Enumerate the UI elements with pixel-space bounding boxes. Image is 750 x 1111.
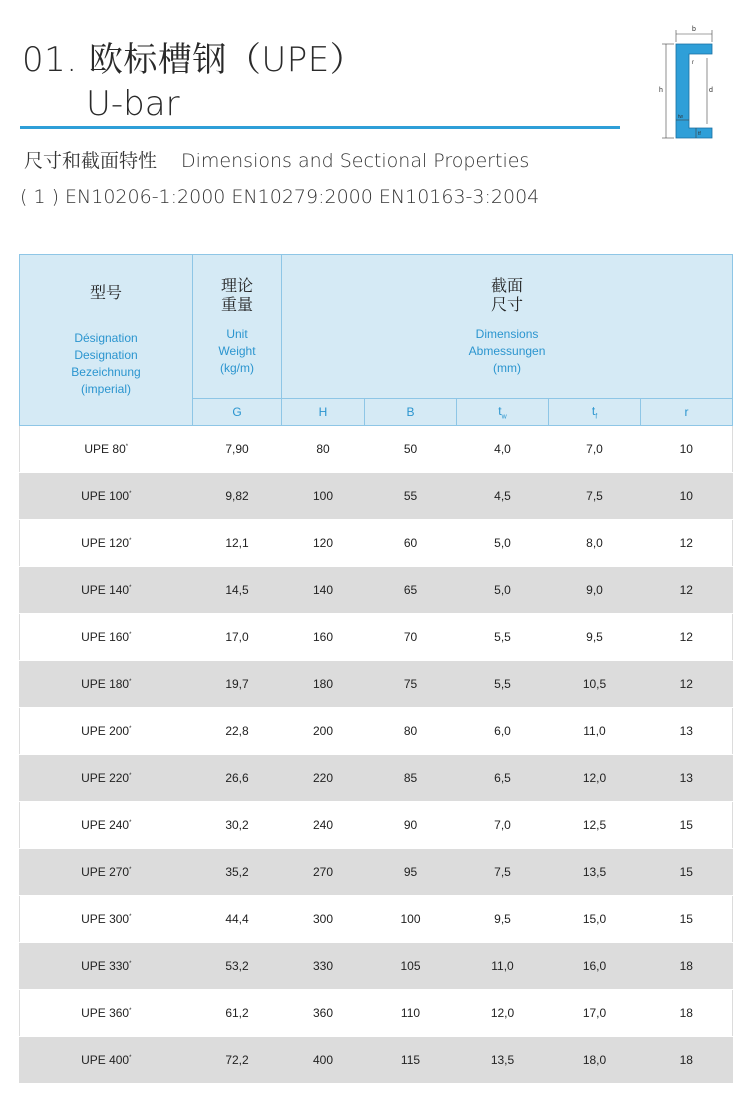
designation-text: UPE 100	[81, 489, 130, 503]
cell-r: 15	[641, 802, 733, 849]
footnote-mark: *	[129, 773, 132, 779]
standards-line: ( 1 ) EN10206-1:2000 EN10279:2000 EN10163-3:2004	[20, 186, 540, 208]
subheader-h: H	[282, 399, 365, 426]
cell-designation	[20, 990, 193, 1037]
cell-tf: 9,5	[549, 614, 641, 661]
u-channel-profile	[676, 44, 712, 138]
cell-designation	[20, 849, 193, 896]
table-header-row	[20, 255, 733, 399]
page-title: 01. 欧标槽钢（UPE）	[22, 40, 365, 80]
diagram-label-tf: tf	[698, 131, 701, 137]
cell-b: 85	[365, 755, 457, 802]
cell-b: 100	[365, 896, 457, 943]
table-row	[20, 614, 733, 661]
cell-r: 10	[641, 426, 733, 473]
cell-h: 300	[282, 896, 365, 943]
table-row	[20, 990, 733, 1037]
subheader-r: r	[641, 399, 733, 426]
cell-tw: 5,0	[457, 520, 549, 567]
cell-designation	[20, 614, 193, 661]
subheader-tf-base: t	[591, 403, 596, 418]
designation-text: UPE 120	[81, 536, 130, 550]
cell-r: 18	[641, 943, 733, 990]
subtitle-cn: 尺寸和截面特性	[24, 150, 158, 172]
cell-tf: 10,5	[549, 661, 641, 708]
designation-en-3: Bezeichnung	[71, 364, 141, 379]
cell-weight: 72,2	[193, 1037, 282, 1084]
cell-h: 330	[282, 943, 365, 990]
table-row	[20, 1037, 733, 1084]
cell-tw: 7,5	[457, 849, 549, 896]
cell-b: 95	[365, 849, 457, 896]
cell-r: 13	[641, 755, 733, 802]
table-row	[20, 567, 733, 614]
designation-text: UPE 300	[81, 912, 130, 926]
cell-tf: 17,0	[549, 990, 641, 1037]
cell-r: 12	[641, 520, 733, 567]
footnote-mark: *	[125, 444, 129, 450]
header-dimensions	[282, 255, 733, 399]
cell-tf: 16,0	[549, 943, 641, 990]
cell-r: 12	[641, 614, 733, 661]
designation-text: UPE 180	[81, 677, 130, 691]
cell-designation	[20, 943, 193, 990]
cell-weight: 17,0	[193, 614, 282, 661]
cell-r: 12	[641, 567, 733, 614]
footnote-mark: *	[129, 914, 132, 920]
cell-h: 220	[282, 755, 365, 802]
cell-r: 12	[641, 661, 733, 708]
table-row	[20, 520, 733, 567]
cell-h: 180	[282, 661, 365, 708]
subheader-tw-base: t	[498, 403, 502, 418]
cell-r: 18	[641, 1037, 733, 1084]
cell-weight: 53,2	[193, 943, 282, 990]
table-row	[20, 802, 733, 849]
dimensions-en-2: Abmessungen	[468, 344, 546, 358]
table-row	[20, 661, 733, 708]
designation-text: UPE 220	[81, 771, 130, 785]
dimensions-cn-1: 截面	[491, 276, 524, 295]
cell-h: 270	[282, 849, 365, 896]
cell-tw: 5,0	[457, 567, 549, 614]
cell-designation	[20, 755, 193, 802]
section-subtitle	[24, 146, 529, 173]
designation-cn: 型号	[89, 282, 122, 302]
cell-tw: 9,5	[457, 896, 549, 943]
footnote-mark: *	[129, 491, 132, 497]
footnote-mark: *	[129, 726, 132, 732]
table-row	[20, 473, 733, 520]
cell-b: 65	[365, 567, 457, 614]
table-row	[20, 426, 733, 473]
table-row	[20, 943, 733, 990]
designation-text: UPE 240	[81, 818, 130, 832]
cell-b: 90	[365, 802, 457, 849]
cell-h: 360	[282, 990, 365, 1037]
table-row	[20, 896, 733, 943]
cell-tw: 6,0	[457, 708, 549, 755]
cell-tf: 11,0	[549, 708, 641, 755]
cell-tw: 11,0	[457, 943, 549, 990]
designation-en-4: (imperial)	[80, 381, 131, 396]
page-title-english: U-bar	[86, 84, 180, 124]
cell-designation	[20, 473, 193, 520]
cell-h: 140	[282, 567, 365, 614]
cell-b: 75	[365, 661, 457, 708]
table-row	[20, 755, 733, 802]
diagram-label-h: h	[659, 87, 663, 94]
subtitle-en: Dimensions and Sectional Properties	[181, 150, 530, 172]
cell-h: 80	[282, 426, 365, 473]
cell-weight: 12,1	[193, 520, 282, 567]
cell-h: 100	[282, 473, 365, 520]
unit-weight-cn-2: 重量	[220, 295, 253, 314]
designation-text: UPE 270	[81, 865, 130, 879]
footnote-mark: *	[129, 679, 132, 685]
title-divider	[20, 126, 620, 129]
cell-tw: 13,5	[457, 1037, 549, 1084]
unit-weight-en-2: Weight	[218, 344, 256, 358]
cell-b: 70	[365, 614, 457, 661]
cell-weight: 44,4	[193, 896, 282, 943]
footnote-mark: *	[129, 1008, 132, 1014]
cell-tw: 5,5	[457, 661, 549, 708]
cell-b: 110	[365, 990, 457, 1037]
cell-h: 160	[282, 614, 365, 661]
table-row	[20, 849, 733, 896]
diagram-label-d: d	[709, 87, 713, 94]
cell-b: 50	[365, 426, 457, 473]
dimensions-cn-2: 尺寸	[491, 295, 524, 314]
cell-designation	[20, 708, 193, 755]
cell-h: 240	[282, 802, 365, 849]
dimensions-en-1: Dimensions	[475, 327, 539, 341]
cell-h: 200	[282, 708, 365, 755]
cell-weight: 14,5	[193, 567, 282, 614]
cell-tw: 5,5	[457, 614, 549, 661]
designation-text: UPE 360	[81, 1006, 130, 1020]
footnote-mark: *	[129, 632, 132, 638]
cell-b: 60	[365, 520, 457, 567]
footnote-mark: *	[129, 538, 132, 544]
cell-designation	[20, 1037, 193, 1084]
cell-tf: 12,5	[549, 802, 641, 849]
cell-designation	[20, 661, 193, 708]
subheader-tf	[549, 399, 641, 426]
diagram-label-r: r	[692, 60, 694, 66]
cell-tf: 15,0	[549, 896, 641, 943]
subheader-tw-sub: w	[501, 413, 507, 421]
cell-r: 15	[641, 849, 733, 896]
designation-text: UPE 160	[81, 630, 130, 644]
subheader-tf-sub: f	[595, 413, 598, 421]
designation-text: UPE 140	[81, 583, 130, 597]
cell-designation	[20, 520, 193, 567]
header-designation	[20, 255, 193, 426]
u-channel-diagram-icon	[652, 22, 724, 152]
cell-tf: 7,5	[549, 473, 641, 520]
header-unit-weight	[193, 255, 282, 399]
cell-designation	[20, 802, 193, 849]
cell-b: 105	[365, 943, 457, 990]
cell-tf: 12,0	[549, 755, 641, 802]
cell-r: 18	[641, 990, 733, 1037]
footnote-mark: *	[129, 1055, 132, 1061]
cell-weight: 22,8	[193, 708, 282, 755]
table-body	[20, 426, 733, 1084]
properties-table	[19, 254, 733, 1084]
diagram-label-tw: tw	[678, 114, 683, 120]
cell-r: 10	[641, 473, 733, 520]
cell-tf: 9,0	[549, 567, 641, 614]
unit-weight-en-1: Unit	[226, 327, 248, 341]
cell-b: 80	[365, 708, 457, 755]
cell-tw: 6,5	[457, 755, 549, 802]
cell-tf: 18,0	[549, 1037, 641, 1084]
diagram-label-b: b	[692, 26, 696, 33]
designation-text: UPE 330	[81, 959, 130, 973]
cell-weight: 7,90	[193, 426, 282, 473]
cell-tw: 7,0	[457, 802, 549, 849]
cell-weight: 9,82	[193, 473, 282, 520]
cell-tf: 8,0	[549, 520, 641, 567]
unit-weight-en-3: (kg/m)	[220, 361, 254, 375]
designation-text: UPE 200	[81, 724, 130, 738]
cell-weight: 26,6	[193, 755, 282, 802]
cell-r: 15	[641, 896, 733, 943]
unit-weight-cn-1: 理论	[220, 276, 253, 295]
cell-tf: 13,5	[549, 849, 641, 896]
subheader-b: B	[365, 399, 457, 426]
cell-weight: 19,7	[193, 661, 282, 708]
footnote-mark: *	[129, 961, 132, 967]
table-row	[20, 708, 733, 755]
cell-tw: 12,0	[457, 990, 549, 1037]
cell-designation	[20, 896, 193, 943]
cell-b: 115	[365, 1037, 457, 1084]
cell-tw: 4,0	[457, 426, 549, 473]
cell-designation	[20, 426, 193, 473]
designation-en-1: Désignation	[74, 330, 138, 345]
cell-designation	[20, 567, 193, 614]
designation-en-2: Designation	[74, 347, 138, 362]
dimensions-en-3: (mm)	[493, 361, 522, 375]
designation-text: UPE 80	[84, 442, 126, 456]
subheader-g: G	[193, 399, 282, 426]
cell-r: 13	[641, 708, 733, 755]
cell-weight: 35,2	[193, 849, 282, 896]
designation-text: UPE 400	[81, 1053, 130, 1067]
footnote-mark: *	[129, 585, 132, 591]
cell-tw: 4,5	[457, 473, 549, 520]
footnote-mark: *	[129, 820, 132, 826]
cell-weight: 61,2	[193, 990, 282, 1037]
subheader-tw	[457, 399, 549, 426]
cell-b: 55	[365, 473, 457, 520]
cell-tf: 7,0	[549, 426, 641, 473]
footnote-mark: *	[129, 867, 132, 873]
cell-weight: 30,2	[193, 802, 282, 849]
cell-h: 120	[282, 520, 365, 567]
cell-h: 400	[282, 1037, 365, 1084]
